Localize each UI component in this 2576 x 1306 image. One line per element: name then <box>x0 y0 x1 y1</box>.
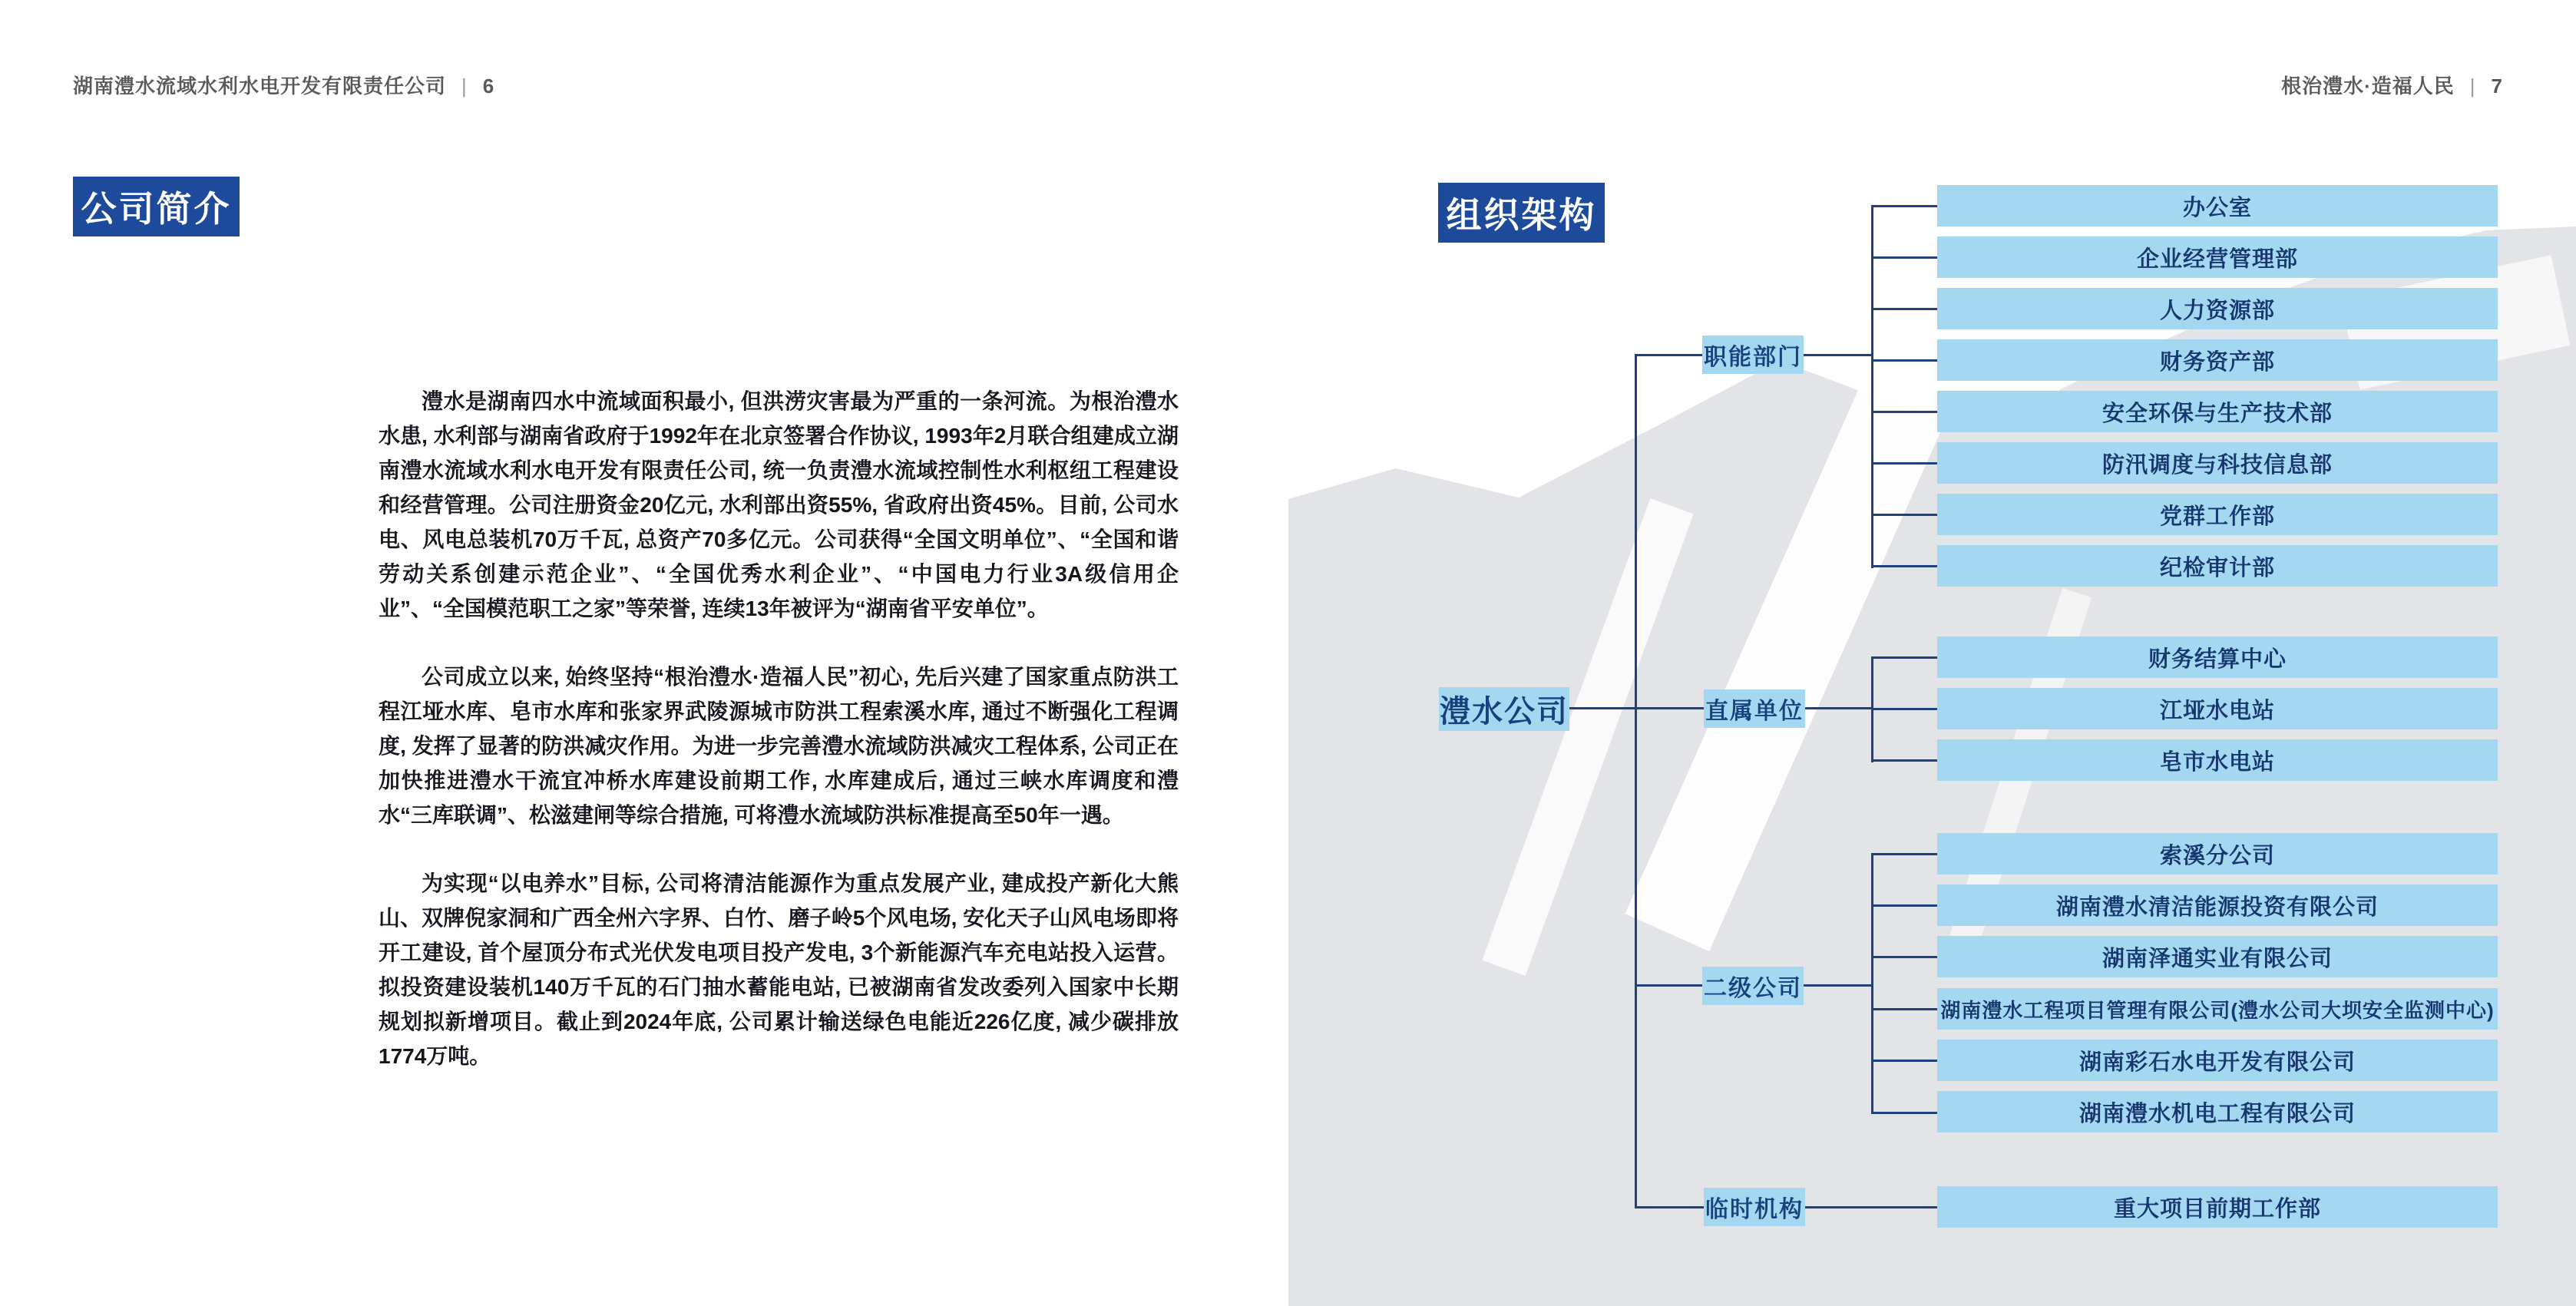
connector-stub <box>1871 956 1937 958</box>
page-number-left: 6 <box>482 74 495 98</box>
connector-stub <box>1871 656 1937 659</box>
org-unit-bar: 财务资产部 <box>1937 339 2498 381</box>
org-unit-bar: 江垭水电站 <box>1937 688 2498 729</box>
org-unit-bar: 湖南彩石水电开发有限公司 <box>1937 1040 2498 1081</box>
page-title-org-structure <box>1438 183 1605 243</box>
connector-trunk <box>1635 354 1637 1208</box>
org-unit-bar: 党群工作部 <box>1937 494 2498 535</box>
connector-bracket <box>1871 853 1873 1114</box>
org-root-node <box>1439 687 1569 731</box>
paragraph: 澧水是湖南四水中流域面积最小, 但洪涝灾害最为严重的一条河流。为根治澧水水患, 水利部与湖南省政府于1992年在北京签署合作协议, 1993年2月联合组建成立湖南澧水流域水利水电开发有限责任公司, 统一负责澧水流域控制性水利枢纽工程建设和经营管理。公司注册资金20亿元, 水利部出资55%, 省政府出资45%。目前, 公司水电、风电总装机70万千瓦, 总资产70多亿元。公司获得“全国文明单位”、“全国和谐劳动关系创建示范企业”、“全国优秀水利企业”、“中国电力行业3A级信用企业”、“全国模范职工之家”等荣誉, 连续13年被评为“湖南省平安单位”。 <box>379 389 1179 620</box>
org-branch-label: 职能部门 <box>1704 345 1802 370</box>
org-unit-bar: 重大项目前期工作部 <box>1937 1186 2498 1228</box>
org-unit-bar: 防汛调度与科技信息部 <box>1937 442 2498 484</box>
connector-line <box>1804 354 1872 356</box>
connector-stub <box>1871 565 1937 567</box>
page-number-right: 7 <box>2491 74 2503 98</box>
org-branch-label: 直属单位 <box>1705 699 1804 724</box>
connector-stub <box>1871 759 1937 762</box>
page-title-text: 组织架构 <box>1446 195 1597 235</box>
paragraph: 公司成立以来, 始终坚持“根治澧水·造福人民”初心, 先后兴建了国家重点防洪工程江垭水库、皂市水库和张家界武陵源城市防洪工程索溪水库, 通过不断强化工程调度, 发挥了显著的防洪减灾作用。为进一步完善澧水流域防洪减灾工程体系, 公司正在加快推进澧水干流宜冲桥水库建设前期工作, 水库建成后, 通过三峡水库调度和澧水“三库联调”、松滋建闸等综合措施, 可将澧水流域防洪标准提高至50年一遇。 <box>379 665 1179 827</box>
slogan: 根治澧水·造福人民 <box>2281 74 2455 98</box>
connector-line <box>1805 707 1872 709</box>
org-unit-bar: 湖南澧水机电工程有限公司 <box>1937 1091 2498 1132</box>
org-unit-bar: 索溪分公司 <box>1937 833 2498 875</box>
connector-stub <box>1871 514 1937 516</box>
org-unit-bar: 湖南澧水清洁能源投资有限公司 <box>1937 884 2498 926</box>
connector-line <box>1635 984 1702 987</box>
connector-line <box>1804 984 1872 987</box>
connector-stub <box>1871 359 1937 362</box>
paragraph: 为实现“以电养水”目标, 公司将清洁能源作为重点发展产业, 建成投产新化大熊山、双牌倪家洞和广西全州六字界、白竹、磨子岭5个风电场, 安化天子山风电场即将开工建设, 首个屋顶分布式光伏发电项目投产发电, 3个新能源汽车充电站投入运营。拟投资建设装机140万千瓦的石门抽水蓄能电站, 已被湖南省发改委列入国家中长期规划拟新增项目。截止到2024年底, 公司累计输送绿色电能近226亿度, 减少碳排放1774万吨。 <box>379 871 1179 1068</box>
org-root-label: 澧水公司 <box>1440 695 1569 729</box>
header-separator: | <box>461 74 468 98</box>
org-branch-direct-units <box>1704 689 1805 728</box>
org-unit-bar: 安全环保与生产技术部 <box>1937 391 2498 432</box>
connector-line <box>1569 707 1704 709</box>
org-branch-label: 二级公司 <box>1704 976 1802 1001</box>
org-unit-bar: 纪检审计部 <box>1937 545 2498 587</box>
connector-line <box>1635 354 1702 356</box>
connector-stub <box>1871 205 1937 207</box>
page-title-text: 公司简介 <box>81 189 232 229</box>
connector-stub <box>1871 708 1937 710</box>
connector-stub <box>1871 904 1937 907</box>
org-branch-label: 临时机构 <box>1705 1197 1804 1222</box>
org-unit-bar: 湖南泽通实业有限公司 <box>1937 936 2498 977</box>
org-unit-bar: 皂市水电站 <box>1937 739 2498 781</box>
connector-stub <box>1871 853 1937 855</box>
connector-stub <box>1871 462 1937 465</box>
org-unit-bar: 办公室 <box>1937 185 2498 226</box>
company-name: 湖南澧水流域水利水电开发有限责任公司 <box>73 74 447 98</box>
org-branch-functional-depts <box>1702 336 1804 374</box>
header-separator: | <box>2469 74 2476 98</box>
org-unit-bar: 人力资源部 <box>1937 288 2498 329</box>
connector-stub <box>1871 1112 1937 1114</box>
connector-stub <box>1871 256 1937 259</box>
org-unit-bar: 湖南澧水工程项目管理有限公司(澧水公司大坝安全监测中心) <box>1937 988 2498 1030</box>
org-branch-temporary-orgs <box>1704 1188 1805 1226</box>
org-branch-subsidiaries <box>1702 967 1804 1005</box>
connector-stub <box>1871 1060 1937 1062</box>
connector-stub <box>1871 1008 1937 1010</box>
connector-stub <box>1871 411 1937 413</box>
connector-stub <box>1871 308 1937 310</box>
org-unit-bar: 财务结算中心 <box>1937 636 2498 678</box>
org-unit-bar: 企业经营管理部 <box>1937 236 2498 278</box>
connector-line <box>1635 1206 1704 1208</box>
connector-line <box>1805 1206 1937 1208</box>
